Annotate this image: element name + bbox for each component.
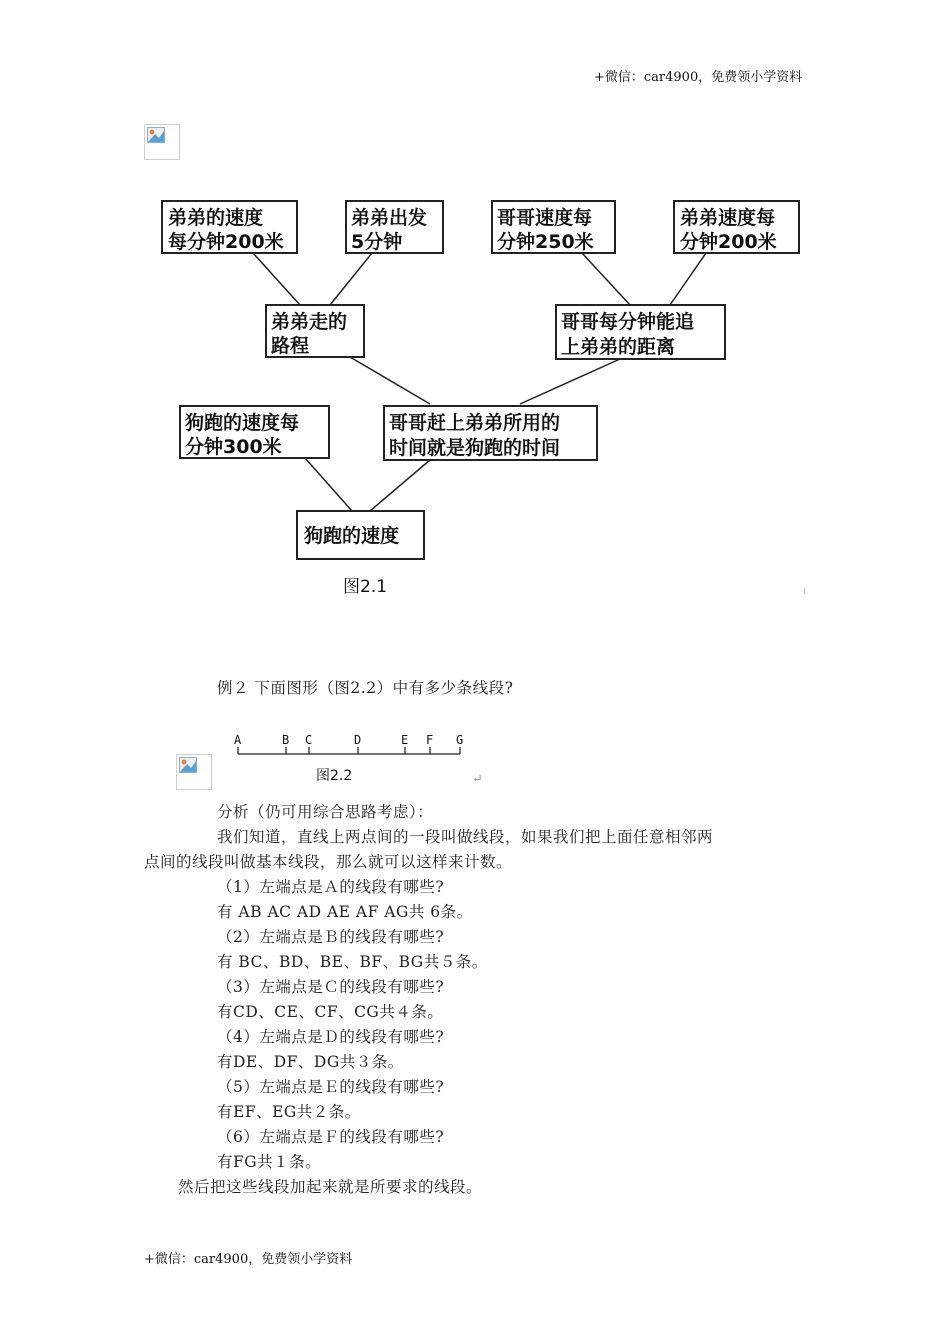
tree-diagram: [140, 188, 810, 608]
example-title: 例２ 下面图形（图2.2）中有多少条线段?: [217, 679, 514, 697]
broken-image-icon: [176, 754, 212, 790]
connector-line: [370, 460, 430, 511]
header-watermark: +微信：car4900，免费领小学资料: [594, 70, 803, 85]
step-answer: 有 BC、BD、BE、BF、BG共５条。: [217, 953, 488, 971]
figure-caption: 图2.2: [316, 768, 353, 784]
node-text: 弟弟走的: [271, 311, 348, 333]
step-answer: 有 AB AC AD AE AF AG共 6条。: [217, 903, 473, 921]
conclusion: 然后把这些线段加起来就是所要求的线段。: [178, 1178, 483, 1196]
point-label: E: [401, 733, 409, 747]
node-text: 哥哥每分钟能追: [561, 311, 695, 333]
step-answer: 有FG共１条。: [217, 1153, 322, 1171]
step-answer: 有CD、CE、CF、CG共４条。: [217, 1003, 444, 1021]
point-label: A: [234, 733, 242, 747]
connector-line: [670, 253, 706, 305]
node-text: 分钟200米: [680, 231, 777, 253]
connector-line: [520, 359, 620, 404]
connector-line: [582, 253, 630, 305]
point-label: F: [426, 733, 434, 747]
analysis-heading: 分析（仍可用综合思路考虑）：: [217, 803, 434, 821]
figure-caption: 图2.1: [343, 577, 388, 597]
node-text: 哥哥赶上弟弟所用的: [389, 412, 561, 434]
node-text: 狗跑的速度: [304, 525, 400, 547]
step-answer: 有EF、EG共２条。: [217, 1103, 361, 1121]
node-text: 路程: [271, 335, 310, 357]
connector-line: [350, 357, 430, 404]
node-text: 哥哥速度每: [497, 207, 593, 229]
node-text: 上弟弟的距离: [561, 336, 676, 358]
node-text: 5分钟: [351, 231, 403, 253]
step-answer: 有DE、DF、DG共３条。: [217, 1053, 404, 1071]
point-label: G: [456, 733, 464, 747]
point-label: D: [354, 733, 362, 747]
step-question: （4）左端点是Ｄ的线段有哪些?: [217, 1028, 445, 1046]
node-text: 弟弟速度每: [680, 207, 776, 229]
connector-line: [305, 458, 352, 511]
node-text: 分钟250米: [497, 231, 594, 253]
footer-watermark: +微信：car4900，免费领小学资料: [144, 1252, 353, 1267]
connector-line: [330, 253, 372, 305]
step-question: （2）左端点是Ｂ的线段有哪些?: [217, 928, 445, 946]
stray-mark: [804, 588, 805, 594]
step-question: （6）左端点是Ｆ的线段有哪些?: [217, 1128, 445, 1146]
node-text: 弟弟出发: [351, 207, 428, 229]
node-text: 狗跑的速度每: [185, 412, 300, 434]
analysis-intro: 我们知道，直线上两点间的一段叫做线段，如果我们把上面任意相邻两: [217, 828, 714, 846]
analysis-intro: 点间的线段叫做基本线段，那么就可以这样来计数。: [144, 853, 513, 871]
step-question: （3）左端点是Ｃ的线段有哪些?: [217, 978, 445, 996]
broken-image-icon: [144, 124, 180, 160]
return-mark: ↵: [472, 772, 483, 787]
connector-line: [253, 253, 300, 305]
node-text: 弟弟的速度: [168, 207, 264, 229]
node-text: 时间就是狗跑的时间: [389, 437, 561, 459]
node-text: 分钟300米: [185, 436, 282, 458]
segment-figure: [222, 730, 472, 786]
step-question: （5）左端点是Ｅ的线段有哪些?: [217, 1078, 445, 1096]
point-label: C: [305, 733, 313, 747]
node-text: 每分钟200米: [168, 231, 284, 253]
step-question: （1）左端点是Ａ的线段有哪些?: [217, 878, 445, 896]
point-label: B: [282, 733, 290, 747]
